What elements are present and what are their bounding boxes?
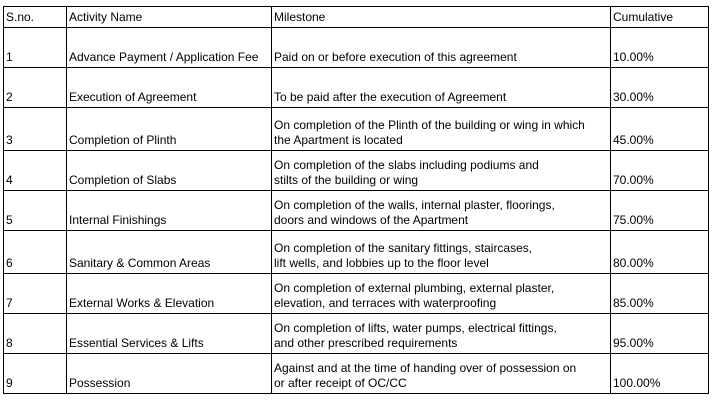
table-row bbox=[4, 191, 709, 231]
row-sno-cell: 2 bbox=[4, 68, 67, 108]
table-row bbox=[4, 354, 709, 394]
header-cumulative: Cumulative bbox=[611, 7, 709, 28]
row-cumulative-cell: 10.00% bbox=[611, 28, 709, 68]
row-sno-cell: 3 bbox=[4, 108, 67, 151]
row-milestone-cell bbox=[272, 108, 611, 151]
milestone-line: On completion of the walls, internal plaster, floorings, bbox=[274, 198, 555, 212]
header-milestone: Milestone bbox=[272, 7, 611, 28]
row-sno-cell: 9 bbox=[4, 354, 67, 394]
row-sno-cell: 1 bbox=[4, 28, 67, 68]
row-activity-cell: Advance Payment / Application Fee bbox=[67, 28, 272, 68]
table-row bbox=[4, 108, 709, 151]
row-milestone-cell bbox=[272, 314, 611, 354]
row-cumulative-cell: 95.00% bbox=[611, 314, 709, 354]
row-cumulative-cell: 70.00% bbox=[611, 151, 709, 191]
row-activity-cell: Completion of Plinth bbox=[67, 108, 272, 151]
milestone-line: the Apartment is located bbox=[274, 133, 403, 147]
milestone-line: elevation, and terraces with waterproofing bbox=[274, 296, 497, 310]
row-milestone-cell bbox=[272, 231, 611, 274]
row-milestone-cell bbox=[272, 151, 611, 191]
milestone-line: lift wells, and lobbies up to the floor level bbox=[274, 256, 489, 270]
table-row bbox=[4, 28, 709, 68]
table-body bbox=[4, 28, 709, 394]
row-milestone-cell bbox=[272, 68, 611, 108]
row-milestone-cell bbox=[272, 28, 611, 68]
row-cumulative-cell: 75.00% bbox=[611, 191, 709, 231]
table-row bbox=[4, 151, 709, 191]
milestone-line: Against and at the time of handing over of possession on bbox=[274, 361, 577, 375]
row-activity-cell: Execution of Agreement bbox=[67, 68, 272, 108]
row-milestone-cell bbox=[272, 191, 611, 231]
row-sno-cell: 7 bbox=[4, 274, 67, 314]
row-sno-cell: 6 bbox=[4, 231, 67, 274]
row-activity-cell: Completion of Slabs bbox=[67, 151, 272, 191]
row-cumulative-cell: 100.00% bbox=[611, 354, 709, 394]
milestone-line: Paid on or before execution of this agreement bbox=[274, 50, 517, 64]
milestone-line: To be paid after the execution of Agreement bbox=[274, 90, 507, 104]
milestone-line: On completion of lifts, water pumps, electrical fittings, bbox=[274, 321, 557, 335]
milestone-line: doors and windows of the Apartment bbox=[274, 213, 469, 227]
row-milestone-cell bbox=[272, 274, 611, 314]
milestone-line: and other prescribed requirements bbox=[274, 336, 458, 350]
row-milestone-cell bbox=[272, 354, 611, 394]
row-activity-cell: Possession bbox=[67, 354, 272, 394]
row-cumulative-cell: 45.00% bbox=[611, 108, 709, 151]
row-activity-cell: Sanitary & Common Areas bbox=[67, 231, 272, 274]
row-sno-cell: 5 bbox=[4, 191, 67, 231]
milestone-line: On completion of the Plinth of the building or wing in which bbox=[274, 118, 585, 132]
row-activity-cell: Internal Finishings bbox=[67, 191, 272, 231]
header-sno: S.no. bbox=[4, 7, 67, 28]
milestone-line: stilts of the building or wing bbox=[274, 173, 419, 187]
table-header-row bbox=[4, 7, 709, 28]
row-cumulative-cell: 80.00% bbox=[611, 231, 709, 274]
milestone-line: On completion of external plumbing, external plaster, bbox=[274, 281, 555, 295]
table-row bbox=[4, 314, 709, 354]
row-cumulative-cell: 30.00% bbox=[611, 68, 709, 108]
row-activity-cell: Essential Services & Lifts bbox=[67, 314, 272, 354]
header-activity-name: Activity Name bbox=[67, 7, 272, 28]
milestone-line: On completion of the slabs including podiums and bbox=[274, 158, 539, 172]
table-row bbox=[4, 68, 709, 108]
row-sno-cell: 8 bbox=[4, 314, 67, 354]
row-sno-cell: 4 bbox=[4, 151, 67, 191]
row-activity-cell: External Works & Elevation bbox=[67, 274, 272, 314]
milestone-line: or after receipt of OC/CC bbox=[274, 376, 407, 390]
table-row bbox=[4, 231, 709, 274]
milestone-line: On completion of the sanitary fittings, staircases, bbox=[274, 241, 533, 255]
row-cumulative-cell: 85.00% bbox=[611, 274, 709, 314]
table-row bbox=[4, 274, 709, 314]
payment-schedule-table bbox=[3, 6, 709, 394]
